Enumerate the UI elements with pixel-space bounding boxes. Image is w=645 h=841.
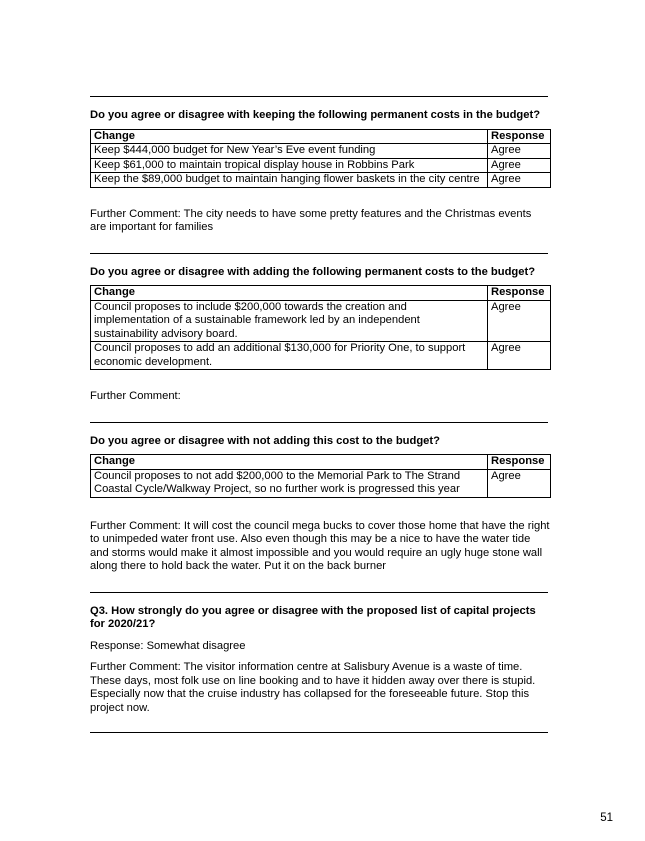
table-header-change: Change <box>91 129 488 144</box>
table-cell-change: Council proposes to not add $200,000 to the Memorial Park to The Strand Coastal Cycle/Walkway Project, so no further work is progressed this year <box>91 469 488 497</box>
section-divider <box>90 253 548 254</box>
question-not-adding-cost: Do you agree or disagree with not adding this cost to the budget? <box>90 434 440 447</box>
question-add-costs: Do you agree or disagree with adding the following permanent costs to the budget? <box>90 265 536 278</box>
section-divider <box>90 732 548 733</box>
table-cell-response: Agree <box>488 158 551 173</box>
add-costs-table <box>90 285 551 370</box>
section-divider <box>90 96 548 97</box>
further-comment: Further Comment: It will cost the council mega bucks to cover those home that have the right to unimpeded water front use. Also even though this may be a nice to have the water tide and storms would make it almost impossible and you would require an ugly huge stone wall along there to hold back the water. Put it on the back burner <box>90 519 550 572</box>
table-row <box>91 469 551 497</box>
section-divider <box>90 592 548 593</box>
table-row <box>91 300 551 342</box>
table-cell-response: Agree <box>488 144 551 159</box>
table-cell-change: Keep $444,000 budget for New Year’s Eve event funding <box>91 144 488 159</box>
keep-costs-table <box>90 129 551 188</box>
section-divider <box>90 422 548 423</box>
page-number: 51 <box>600 812 613 824</box>
table-cell-response: Agree <box>488 300 551 342</box>
question-keep-costs: Do you agree or disagree with keeping the following permanent costs in the budget? <box>90 109 541 121</box>
table-cell-change: Council proposes to add an additional $130,000 for Priority One, to support economic development. <box>91 342 488 370</box>
further-comment: Further Comment: <box>90 390 181 402</box>
table-header-row <box>91 286 551 301</box>
further-comment: Further Comment: The city needs to have some pretty features and the Christmas events are important for families <box>90 207 532 233</box>
table-row <box>91 173 551 188</box>
q3-response: Response: Somewhat disagree <box>90 639 246 652</box>
table-header-response: Response <box>488 455 551 470</box>
table-header-row <box>91 129 551 144</box>
table-row <box>91 144 551 159</box>
table-header-change: Change <box>91 286 488 301</box>
table-row <box>91 342 551 370</box>
table-cell-change: Council proposes to include $200,000 towards the creation and implementation of a sustainable framework led by an independent sustainability advisory board. <box>91 300 488 342</box>
table-cell-response: Agree <box>488 173 551 188</box>
table-header-response: Response <box>488 286 551 301</box>
table-cell-change: Keep $61,000 to maintain tropical display house in Robbins Park <box>91 158 488 173</box>
table-cell-response: Agree <box>488 342 551 370</box>
table-header-change: Change <box>91 455 488 470</box>
not-adding-cost-table <box>90 454 551 498</box>
table-header-response: Response <box>488 129 551 144</box>
table-header-row <box>91 455 551 470</box>
document-page <box>90 88 550 733</box>
q3-further-comment: Further Comment: The visitor information centre at Salisbury Avenue is a waste of time. These days, most folk use on line booking and to have it hidden away over there is stupid. Especially now that the cruise industry has collapsed for the foreseeable future. Stop this project now. <box>90 661 536 714</box>
question-q3-capital-projects: Q3. How strongly do you agree or disagree with the proposed list of capital projects for 2020/21? <box>90 604 536 630</box>
table-cell-change: Keep the $89,000 budget to maintain hanging flower baskets in the city centre <box>91 173 488 188</box>
table-cell-response: Agree <box>488 469 551 497</box>
table-row <box>91 158 551 173</box>
